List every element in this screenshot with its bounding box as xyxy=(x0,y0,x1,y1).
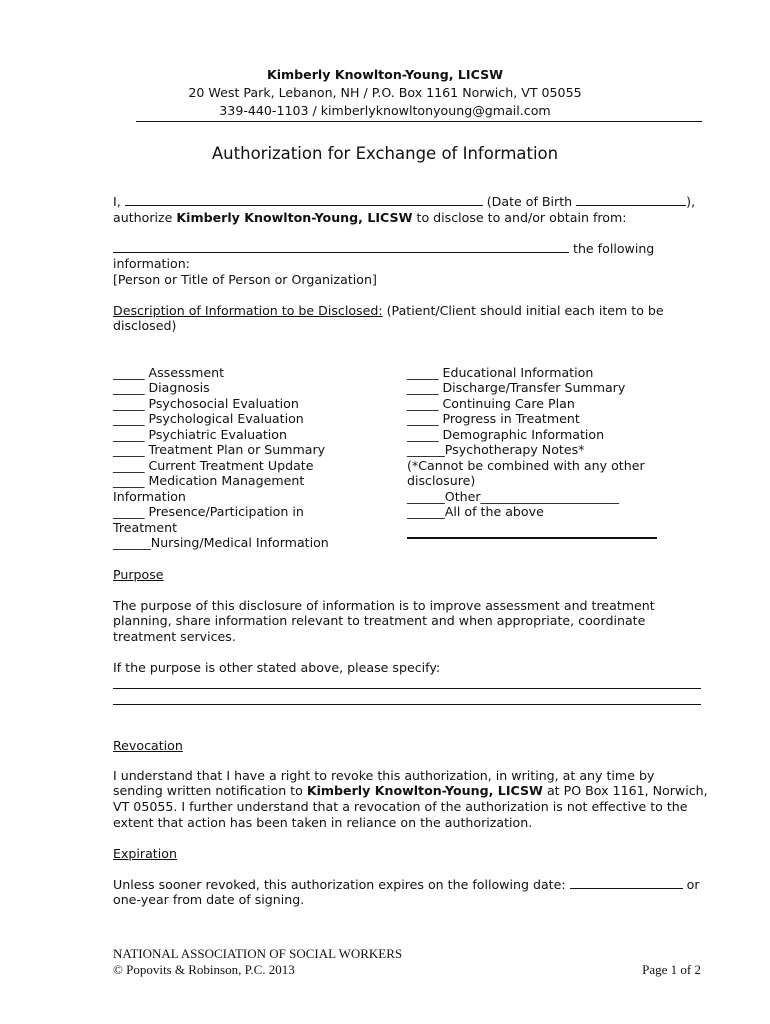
footer-copyright: © Popovits & Robinson, P.C. 2013 xyxy=(113,962,295,977)
item-medication-management[interactable]: _____ Medication Management xyxy=(113,473,305,488)
provider-name: Kimberly Knowlton-Young, LICSW xyxy=(266,67,504,82)
purpose-other-label: If the purpose is other stated above, please specify: xyxy=(113,660,441,675)
footer-org: NATIONAL ASSOCIATION OF SOCIAL WORKERS xyxy=(113,946,403,961)
purpose-heading: Purpose xyxy=(113,567,164,582)
item-assessment[interactable]: _____ Assessment xyxy=(113,365,225,380)
item-psychiatric-evaluation[interactable]: _____ Psychiatric Evaluation xyxy=(113,427,287,442)
item-current-treatment-update[interactable]: _____ Current Treatment Update xyxy=(113,458,314,473)
item-educational-information[interactable]: _____ Educational Information xyxy=(407,365,594,380)
revocation-name: Kimberly Knowlton-Young, LICSW xyxy=(306,783,543,798)
revocation-prefix: sending written notification to xyxy=(113,783,303,798)
provider-address: 20 West Park, Lebanon, NH / P.O. Box 1161 Norwich, VT 05055 xyxy=(188,85,582,100)
footer-page-number: Page 1 of 2 xyxy=(642,962,701,977)
expiration-heading: Expiration xyxy=(113,846,177,861)
expiration-line-2: one-year from date of signing. xyxy=(113,892,305,907)
recipient-line xyxy=(113,241,654,257)
item-progress-in-treatment[interactable]: _____ Progress in Treatment xyxy=(407,411,580,426)
item-nursing-medical[interactable]: ______Nursing/Medical Information xyxy=(113,535,329,550)
psychotherapy-note-2: disclosure) xyxy=(407,473,476,488)
item-discharge-transfer[interactable]: _____ Discharge/Transfer Summary xyxy=(407,380,626,395)
intro-line-2 xyxy=(113,210,627,226)
revocation-line-4: extent that action has been taken in reliance on the authorization. xyxy=(113,815,533,830)
expiration-or: or xyxy=(686,877,700,892)
item-continuing-care[interactable]: _____ Continuing Care Plan xyxy=(407,396,575,411)
revocation-line-1: I understand that I have a right to revoke this authorization, in writing, at any time by xyxy=(113,768,655,783)
revocation-line-3: VT 05055. I further understand that a revocation of the authorization is not effective to the xyxy=(113,799,688,814)
provider-contact: 339-440-1103 / kimberlyknowltonyoung@gmail.com xyxy=(219,103,551,118)
authorize-prefix: authorize xyxy=(113,210,173,225)
information-label: information: xyxy=(113,256,190,271)
item-diagnosis[interactable]: _____ Diagnosis xyxy=(113,380,210,395)
item-psychological-evaluation[interactable]: _____ Psychological Evaluation xyxy=(113,411,304,426)
description-note: (Patient/Client should initial each item to be xyxy=(386,303,664,318)
description-note-2: disclosed) xyxy=(113,318,177,333)
authorize-suffix: to disclose to and/or obtain from: xyxy=(416,210,627,225)
dob-close: ), xyxy=(686,194,696,209)
expiration-text: Unless sooner revoked, this authorization expires on the following date: xyxy=(113,877,566,892)
other-specify-line[interactable] xyxy=(407,537,657,539)
recipient-field[interactable] xyxy=(113,241,569,253)
item-treatment-plan[interactable]: _____ Treatment Plan or Summary xyxy=(113,442,326,457)
item-medication-management-cont: Information xyxy=(113,489,186,504)
description-line-1 xyxy=(113,303,664,319)
item-psychotherapy-notes[interactable]: ______Psychotherapy Notes* xyxy=(407,442,585,457)
purpose-line-3: treatment services. xyxy=(113,629,236,644)
authorize-name: Kimberly Knowlton-Young, LICSW xyxy=(176,210,413,225)
dob-field[interactable] xyxy=(576,194,686,206)
item-presence-participation-cont: Treatment xyxy=(113,520,178,535)
expiration-line-1 xyxy=(113,877,700,893)
expiration-date-field[interactable] xyxy=(570,877,683,889)
item-all-of-the-above[interactable]: ______All of the above xyxy=(407,504,544,519)
purpose-line-1: The purpose of this disclosure of information is to improve assessment and treatment xyxy=(113,598,655,613)
revocation-line-2 xyxy=(113,783,708,799)
person-hint: [Person or Title of Person or Organization] xyxy=(113,272,377,287)
item-other[interactable]: ______Other______________________ xyxy=(407,489,620,504)
revocation-heading: Revocation xyxy=(113,738,183,753)
page-title: Authorization for Exchange of Information xyxy=(211,144,559,163)
item-psychosocial-evaluation[interactable]: _____ Psychosocial Evaluation xyxy=(113,396,299,411)
purpose-other-line-1[interactable] xyxy=(113,688,701,689)
header-divider xyxy=(136,121,702,122)
purpose-other-line-2[interactable] xyxy=(113,704,701,705)
intro-line-1 xyxy=(113,194,695,210)
item-presence-participation[interactable]: _____ Presence/Participation in xyxy=(113,504,304,519)
revocation-suffix: at PO Box 1161, Norwich, xyxy=(546,783,708,798)
following-label: the following xyxy=(573,241,655,256)
psychotherapy-note-1: (*Cannot be combined with any other xyxy=(407,458,645,473)
dob-label: (Date of Birth xyxy=(486,194,573,209)
item-demographic-information[interactable]: _____ Demographic Information xyxy=(407,427,605,442)
description-heading: Description of Information to be Disclosed: xyxy=(113,303,383,318)
purpose-line-2: planning, share information relevant to treatment and when appropriate, coordinate xyxy=(113,613,646,628)
i-label: I, xyxy=(113,194,121,209)
client-name-field[interactable] xyxy=(125,194,483,206)
